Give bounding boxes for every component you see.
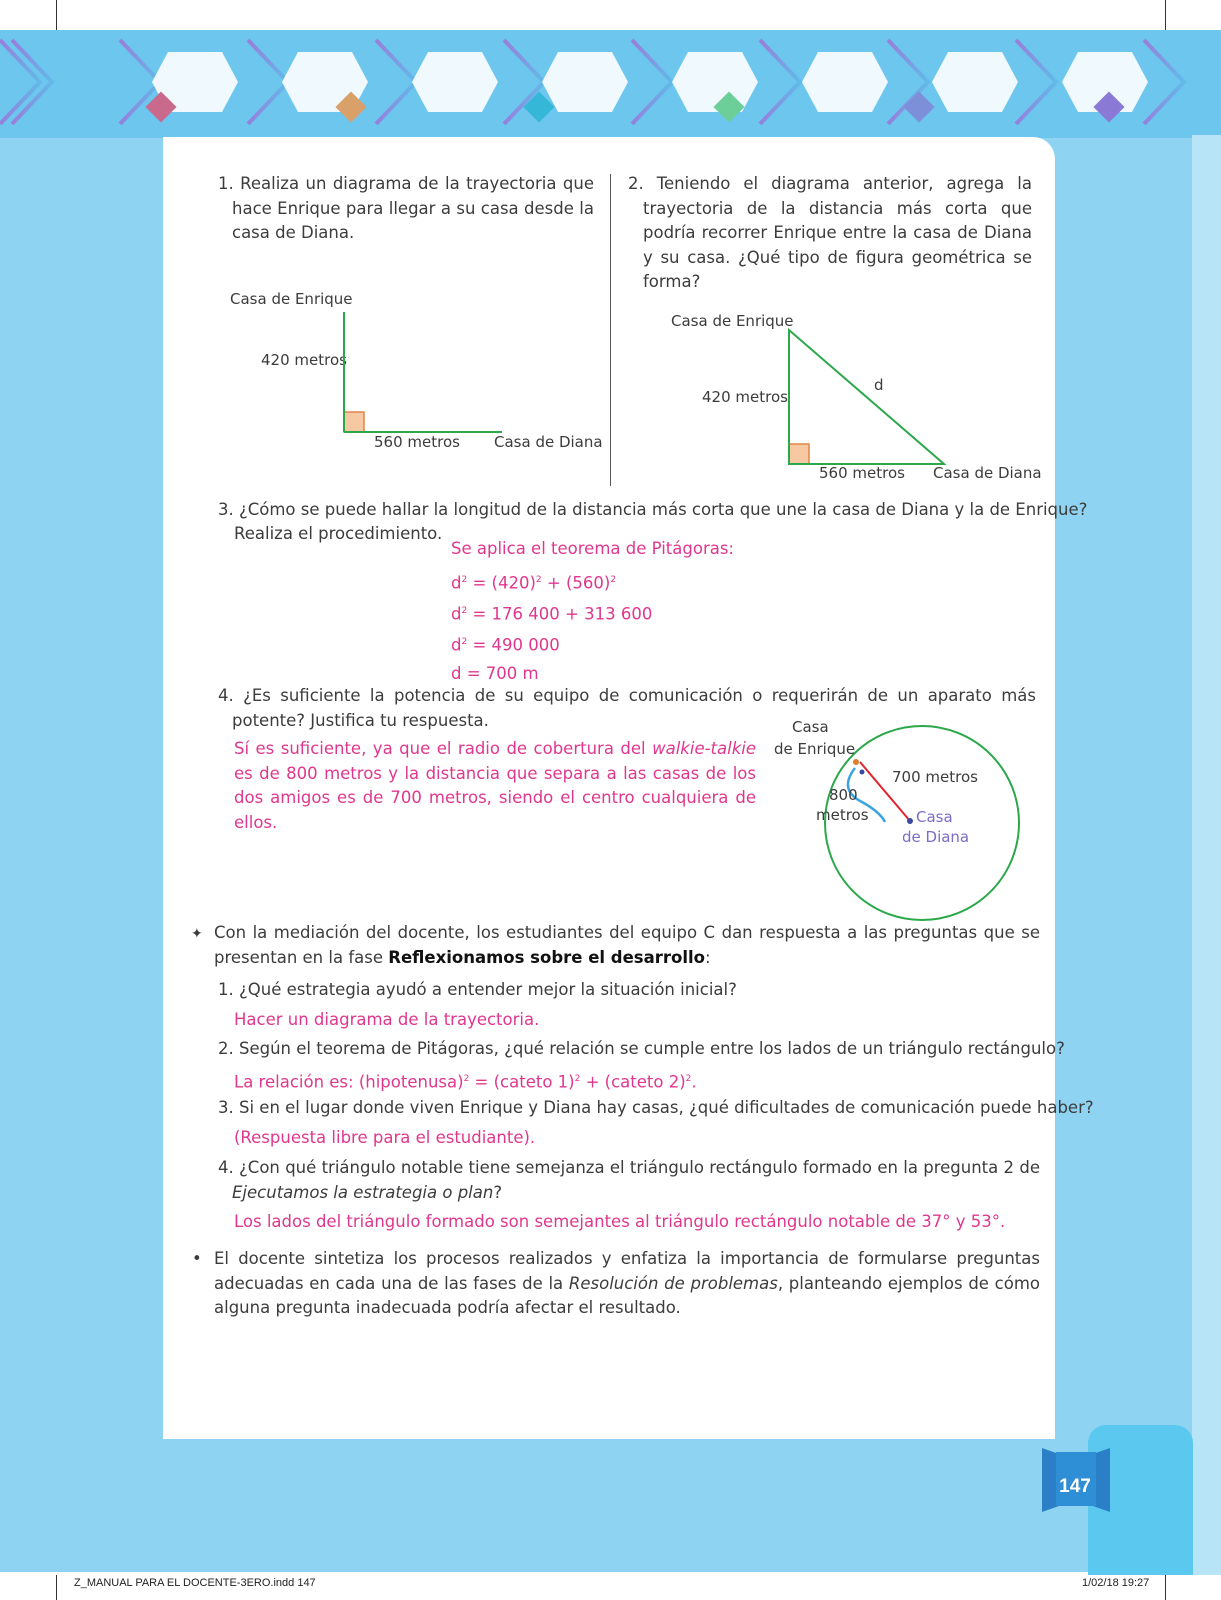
right-margin-strip	[1192, 135, 1221, 1575]
fig2-label-hypotenuse: d	[874, 376, 884, 394]
crop-mark	[1165, 0, 1166, 30]
fig4-label-casa-diana-2: de Diana	[902, 828, 970, 846]
fig4-label-casa-diana-1: Casa	[916, 808, 953, 826]
page-number: 147	[1059, 1476, 1091, 1497]
right-triangle	[789, 330, 944, 464]
fig4-label-casa-enrique-2: de Enrique	[774, 740, 856, 758]
crop-mark	[56, 0, 57, 30]
casa-diana-point	[907, 818, 913, 824]
question-2: 2. Teniendo el diagrama anterior, agrega la trayectoria de la distancia más corta que podría recorrer Enrique entre la casa de Diana y su casa. ¿Qué tipo de figura geométrica se forma?	[628, 174, 1032, 291]
question-3-cont: Realiza el procedimiento.	[234, 524, 443, 543]
footer-filename: Z_MANUAL PARA EL DOCENTE-3ERO.indd 147	[74, 1577, 316, 1589]
reflexion-question-4: 4. ¿Con qué triángulo notable tiene semejanza el triángulo rectángulo formado en la pregunta 2 de Ejecutamos la estrategia o plan?	[218, 1158, 1040, 1202]
fig2-label-vertical: 420 metros	[702, 388, 788, 406]
answer-3-line4: d = 700 m	[451, 664, 539, 683]
answer-3-line1: $d^2 = (420)^2 + (560)^2$	[451, 573, 617, 593]
reflexion-answer-1: Hacer un diagrama de la trayectoria.	[234, 1010, 540, 1029]
reflexion-question-2: 2. Según el teorema de Pitágoras, ¿qué relación se cumple entre los lados de un triángulo rectángulo?	[218, 1039, 1065, 1058]
fig2-label-casa-diana: Casa de Diana	[933, 464, 1042, 482]
reflexion-question-3: 3. Si en el lugar donde viven Enrique y Diana hay casas, ¿qué dificultades de comunicación puede haber?	[218, 1098, 1094, 1117]
reflexion-answer-3: (Respuesta libre para el estudiante).	[234, 1128, 536, 1147]
mediacion-bullet-icon: ✦	[191, 926, 203, 942]
answer-3-line2: $d^2 = 176$ 400 + 313 600	[451, 604, 653, 624]
triangle-diagram	[780, 320, 960, 470]
answer-4: Sí es suficiente, ya que el radio de cobertura del walkie-talkie es de 800 metros y la distancia que separa a las casas de los dos amigos es de 700 metros, siendo el centro cualquiera de ellos.	[234, 739, 756, 832]
fig2-label-casa-enrique: Casa de Enrique	[671, 312, 794, 330]
fig1-label-casa-diana: Casa de Diana	[494, 433, 603, 451]
enrique-marker	[860, 770, 865, 775]
crop-mark	[1165, 1575, 1166, 1600]
fig4-label-radius-1: 800	[829, 786, 858, 804]
casa-enrique-point	[853, 759, 859, 765]
question-4: 4. ¿Es suficiente la potencia de su equipo de comunicación o requerirán de un aparato más potente? Justifica tu respuesta.	[218, 686, 1036, 730]
column-divider	[610, 174, 611, 486]
question-1: 1. Realiza un diagrama de la trayectoria que hace Enrique para llegar a su casa desde la casa de Diana.	[218, 174, 594, 242]
path-diagram-1	[330, 300, 510, 440]
fig1-label-horizontal: 560 metros	[374, 433, 460, 451]
diamond-pattern-decoration	[0, 30, 1221, 138]
fig4-label-casa-enrique-1: Casa	[792, 718, 829, 736]
sintesis-bullet-icon: •	[192, 1249, 202, 1268]
reflexion-question-1: 1. ¿Qué estrategia ayudó a entender mejor la situación inicial?	[218, 980, 737, 999]
footer-date: 1/02/18 19:27	[1082, 1577, 1150, 1589]
fig1-label-vertical: 420 metros	[261, 351, 347, 369]
decorative-header-band	[0, 30, 1221, 138]
answer-3-line3: $d^2 = 490$ 000	[451, 635, 560, 655]
question-3: 3. ¿Cómo se puede hallar la longitud de la distancia más corta que une la casa de Diana y la de Enrique?	[218, 500, 1088, 519]
answer-3-intro: Se aplica el teorema de Pitágoras:	[451, 539, 734, 558]
sintesis-text: El docente sintetiza los procesos realizados y enfatiza la importancia de formularse preguntas adecuadas en cada una de las fases de la Resolución de problemas, planteando ejemplos de cómo alguna pregunta inadecuada podría afectar el resultado.	[214, 1249, 1040, 1317]
right-angle-marker	[789, 444, 809, 464]
crop-mark	[56, 1575, 57, 1600]
fig4-label-distance: 700 metros	[892, 768, 978, 786]
fig2-label-horizontal: 560 metros	[819, 464, 905, 482]
reflexion-answer-4: Los lados del triángulo formado son semejantes al triángulo rectángulo notable de 37° y 53°.	[234, 1212, 1006, 1231]
reflexion-answer-2: La relación es: (hipotenusa)$^2$ = (cateto 1)$^2$ + (cateto 2)$^2$.	[234, 1072, 697, 1092]
right-angle-marker	[344, 412, 364, 432]
mediacion-text: Con la mediación del docente, los estudiantes del equipo C dan respuesta a las preguntas que se presentan en la fase Reflexionamos sobre el desarrollo:	[214, 923, 1040, 967]
fig4-label-radius-2: metros	[816, 806, 869, 824]
fig1-label-casa-enrique: Casa de Enrique	[230, 290, 353, 308]
